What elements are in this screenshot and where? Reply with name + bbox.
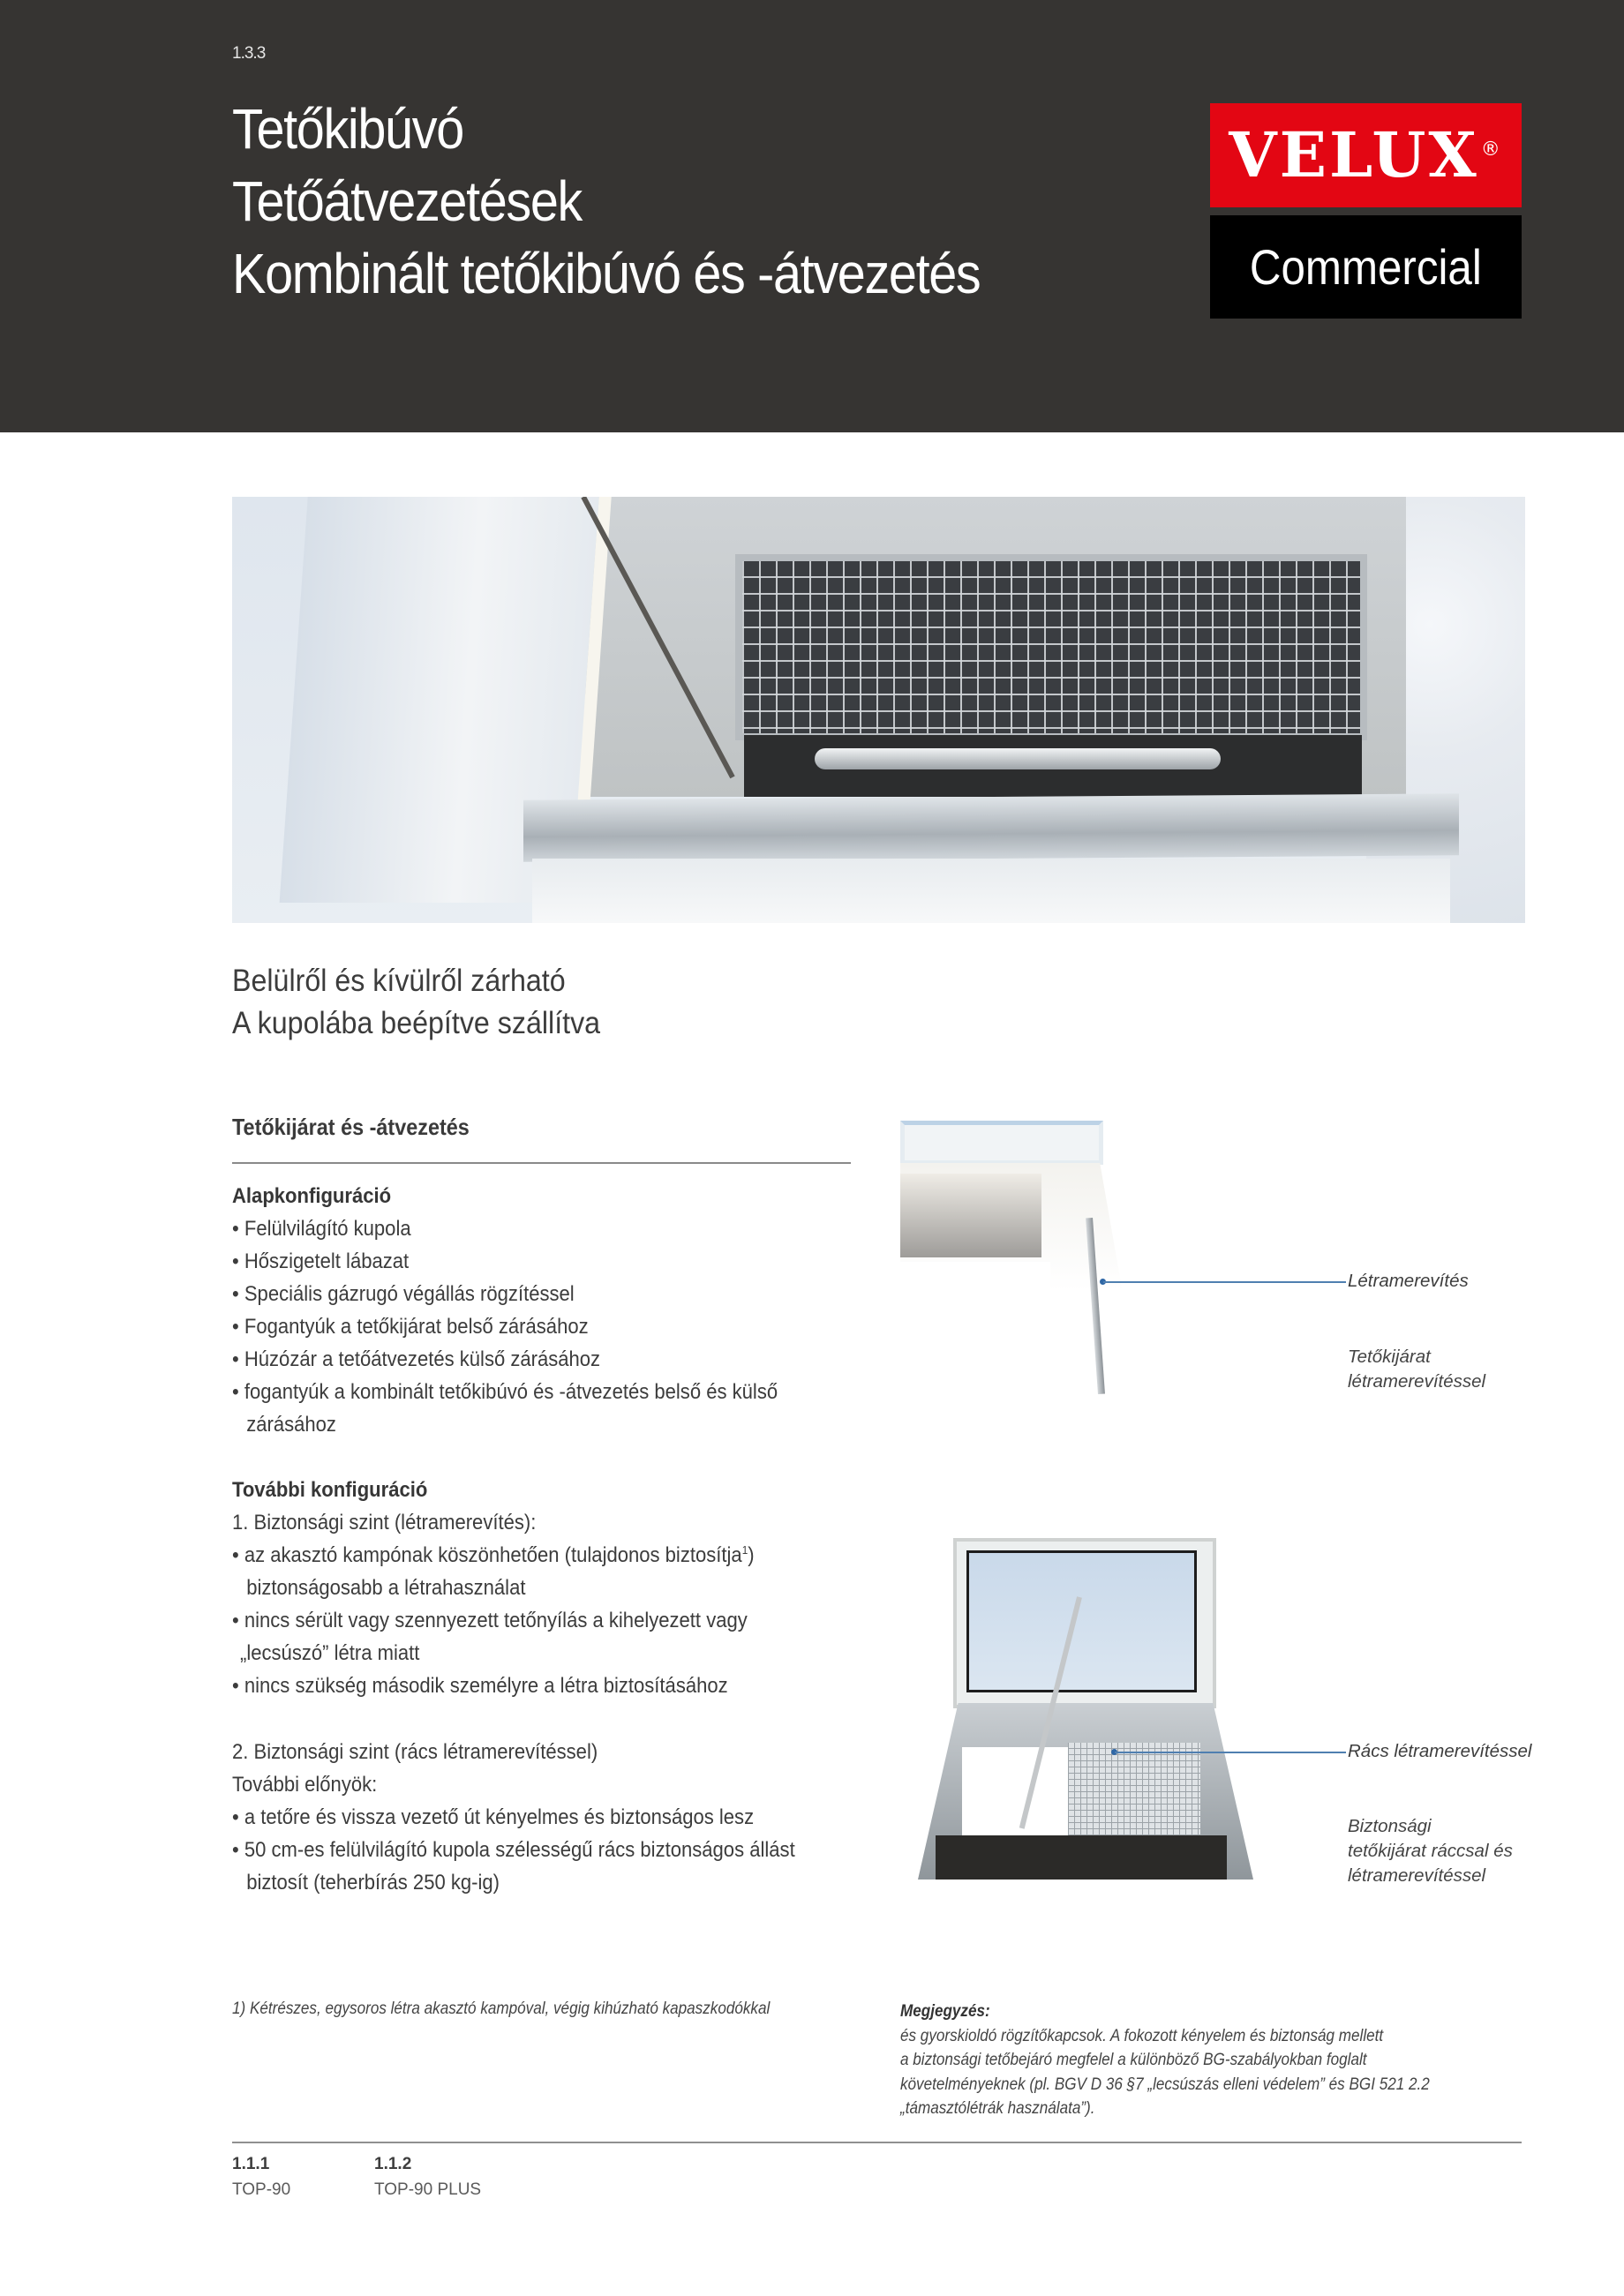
list-item: • a tetőre és vissza vezető út kényelmes és biztonságos lesz [232,1805,755,1829]
curb-skirt [936,1835,1227,1880]
page-title [232,93,1064,310]
note-line: „támasztólétrák használata”). [900,2099,1095,2118]
level2-subtitle: További előnyök: [232,1773,378,1797]
reference-link-top-90-plus[interactable] [374,2151,481,2202]
list-item: • Hőszigetelt lábazat [232,1249,410,1273]
section-divider [232,1162,851,1164]
section-heading: Tetőkijárat és -átvezetés [232,1114,470,1140]
title-line-3: Kombinált tetőkibúvó és -átvezetés [232,242,981,305]
list-item: • nincs szükség második személyre a létra biztosításához [232,1674,728,1698]
list-item-continuation: biztosít (teherbírás 250 kg-ig) [246,1871,500,1895]
callout-label-grating: Rács létramerevítéssel [1348,1741,1532,1761]
commercial-badge [1210,215,1522,319]
note-line: a biztonsági tetőbejáró megfelel a különböző BG-szabályokban foglalt [900,2051,1367,2069]
registered-mark-icon: ® [1480,138,1503,161]
subtitle-line-1: Belülről és kívülről zárható [232,964,566,998]
velux-logo [1210,103,1522,207]
grab-bar [815,748,1221,769]
reference-code: 1.1.1 [232,2155,270,2173]
reference-code: 1.1.2 [374,2155,412,2173]
opening [962,1747,1077,1835]
footnote-ref: 1 [741,1542,748,1557]
callout-label-ladder-brace: Létramerevítés [1348,1271,1469,1291]
grating-platform [735,554,1367,740]
level2-title: 2. Biztonsági szint (rács létramerevítéssel) [232,1740,598,1764]
basic-config-list [232,1180,885,1441]
note-line: követelményeknek (pl. BGV D 36 §7 „lecsúszás elleni védelem” és BGI 521 2.2 [900,2075,1430,2094]
logo-brand-text: VELUX® [1229,118,1503,191]
footnote: 1) Kétrészes, egysoros létra akasztó kampóval, végig kihúzható kapaszkodókkal [232,2000,771,2018]
list-item-continuation: zárásához [246,1413,336,1437]
grating [1068,1743,1200,1835]
hero-photo-roof-hatch [232,497,1525,923]
list-item-continuation: „lecsúszó” létra miatt [240,1641,420,1665]
subtitle-line-2: A kupolába beépítve szállítva [232,1006,601,1040]
logo-division-text: Commercial [1250,239,1482,295]
curb-base [532,859,1450,923]
list-item: • Speciális gázrugó végállás rögzítéssel [232,1282,575,1306]
figure-ladder-bracing-photo [900,1121,1205,1484]
reference-name: TOP-90 PLUS [374,2180,482,2199]
inner-shadow [900,1174,1041,1257]
list-item: • nincs sérült vagy szennyezett tetőnyílás a kihelyezett vagy [232,1609,748,1632]
list-item: • Fogantyúk a tetőkijárat belső zárásához [232,1315,589,1339]
reference-name: TOP-90 [232,2180,291,2199]
reference-link-top-90[interactable] [232,2151,290,2202]
level2-list [232,1736,885,1899]
note-heading: Megjegyzés: [900,2002,990,2021]
list-item: • fogantyúk a kombinált tetőkibúvó és -átvezetés belső és külső [232,1380,778,1404]
level1-title: 1. Biztonsági szint (létramerevítés): [232,1511,537,1534]
opening [900,1262,1050,1412]
callout-leader-line [1115,1752,1346,1753]
additional-config-heading: További konfiguráció [232,1478,428,1502]
curb-rail [523,793,1459,861]
lid-edge [900,1121,1103,1165]
figure-2-caption: Biztonsági tetőkijárat ráccsal és létramerevítéssel [1348,1816,1513,1886]
title-line-2: Tetőátvezetések [232,169,582,233]
bottom-divider [232,2142,1522,2143]
figure-1-caption: Tetőkijárat létramerevítéssel [1348,1347,1486,1392]
dome-glass [966,1550,1197,1692]
additional-config-list [232,1474,885,1702]
list-item: • Felülvilágító kupola [232,1217,411,1241]
callout-leader-line [1103,1281,1346,1283]
subtitle [232,960,632,1045]
section-number: 1.3.3 [232,44,266,63]
list-item: • Húzózár a tetőátvezetés külső zárásához [232,1347,601,1371]
list-item: • az akasztó kampónak köszönhetően (tulajdonos biztosítja$^1$) [232,1542,755,1567]
title-line-1: Tetőkibúvó [232,97,463,161]
list-item-continuation: biztonságosabb a létrahasználat [246,1576,526,1600]
list-item: • 50 cm-es felülvilágító kupola szélességű rács biztonságos állást [232,1838,795,1862]
basic-config-heading: Alapkonfiguráció [232,1184,392,1208]
note-block [900,2000,1536,2121]
note-line: és gyorskioldó rögzítőkapcsok. A fokozott kényelem és biztonság mellett [900,2026,1384,2045]
figure-grating-photo [900,1531,1271,1884]
